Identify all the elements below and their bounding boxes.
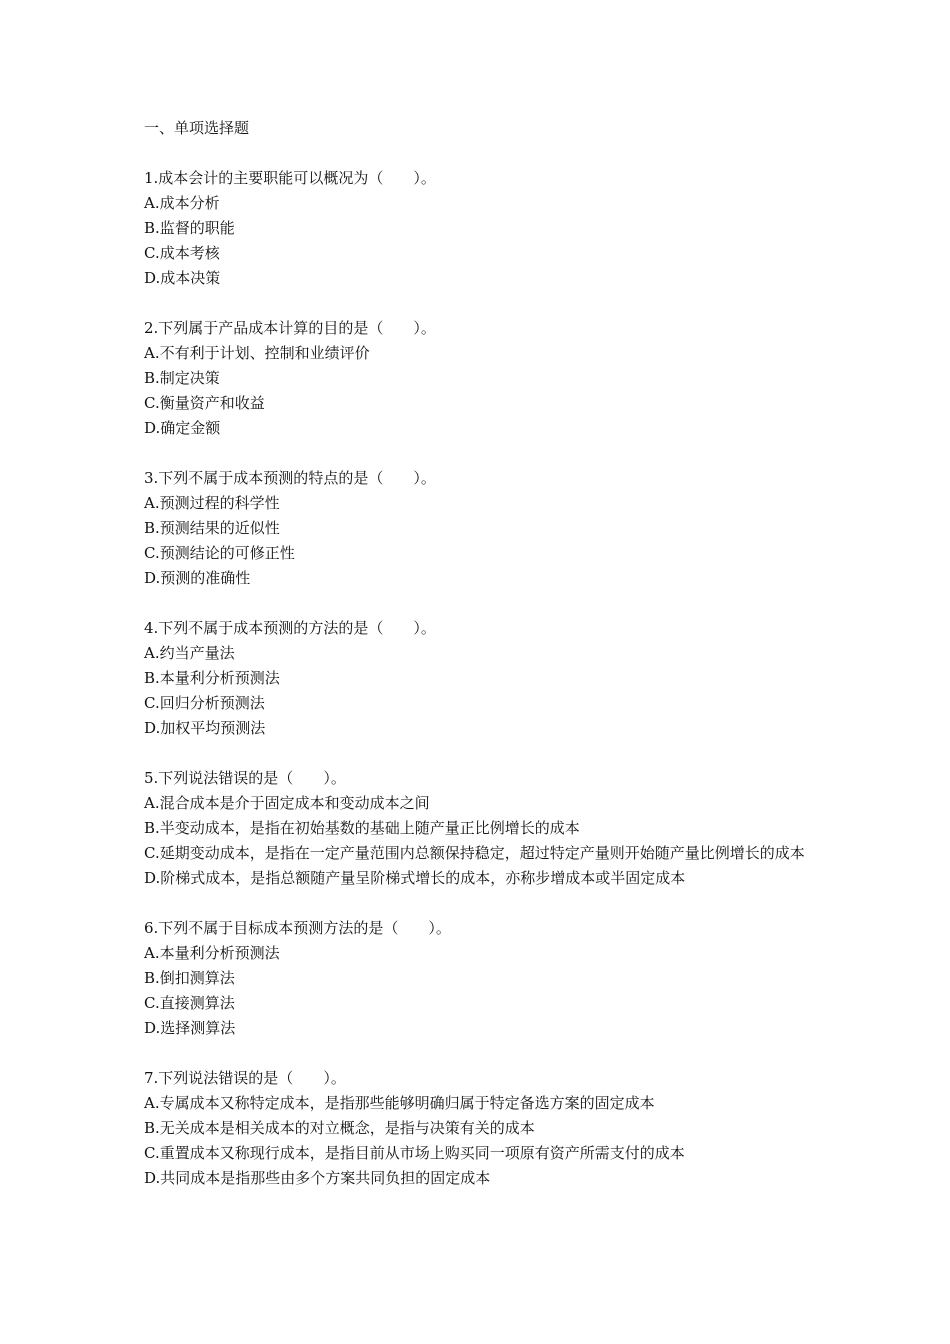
option-b: B.倒扣测算法 (144, 969, 235, 987)
option-a: A.混合成本是介于固定成本和变动成本之间 (144, 794, 430, 812)
document-page (144, 116, 816, 1216)
option-a: A.专属成本又称特定成本，是指那些能够明确归属于特定备选方案的固定成本 (144, 1094, 655, 1112)
option-a: A.成本分析 (144, 194, 220, 212)
question-stem: 1.成本会计的主要职能可以概况为（ ）。 (144, 169, 436, 187)
section-title: 一、单项选择题 (144, 119, 250, 137)
option-b: B.本量利分析预测法 (144, 669, 280, 687)
question-stem: 3.下列不属于成本预测的特点的是（ ）。 (144, 469, 436, 487)
option-c: C.延期变动成本，是指在一定产量范围内总额保持稳定，超过特定产量则开始随产量比例增长的成本 (144, 844, 805, 862)
option-a: A.不有利于计划、控制和业绩评价 (144, 344, 370, 362)
question-2 (144, 316, 816, 441)
question-stem: 4.下列不属于成本预测的方法的是（ ）。 (144, 619, 436, 637)
option-a: A.预测过程的科学性 (144, 494, 280, 512)
option-d: D.预测的准确性 (144, 569, 251, 587)
option-c: C.重置成本又称现行成本，是指目前从市场上购买同一项原有资产所需支付的成本 (144, 1144, 685, 1162)
option-a: A.本量利分析预测法 (144, 944, 280, 962)
option-d: D.选择测算法 (144, 1019, 236, 1037)
option-a: A.约当产量法 (144, 644, 235, 662)
question-5 (144, 766, 816, 891)
question-stem: 6.下列不属于目标成本预测方法的是（ ）。 (144, 919, 451, 937)
option-d: D.共同成本是指那些由多个方案共同负担的固定成本 (144, 1169, 491, 1187)
option-b: B.制定决策 (144, 369, 220, 387)
question-3 (144, 466, 816, 591)
option-b: B.半变动成本，是指在初始基数的基础上随产量正比例增长的成本 (144, 819, 580, 837)
question-7 (144, 1066, 816, 1191)
question-stem: 5.下列说法错误的是（ ）。 (144, 769, 346, 787)
option-b: B.监督的职能 (144, 219, 235, 237)
option-b: B.预测结果的近似性 (144, 519, 280, 537)
option-d: D.确定金额 (144, 419, 221, 437)
question-4 (144, 616, 816, 741)
option-d: D.成本决策 (144, 269, 221, 287)
question-1 (144, 166, 816, 291)
question-stem: 7.下列说法错误的是（ ）。 (144, 1069, 346, 1087)
option-d: D.加权平均预测法 (144, 719, 266, 737)
question-stem: 2.下列属于产品成本计算的目的是（ ）。 (144, 319, 436, 337)
option-c: C.直接测算法 (144, 994, 235, 1012)
question-6 (144, 916, 816, 1041)
option-c: C.预测结论的可修正性 (144, 544, 295, 562)
option-c: C.成本考核 (144, 244, 220, 262)
option-c: C.衡量资产和收益 (144, 394, 265, 412)
option-d: D.阶梯式成本，是指总额随产量呈阶梯式增长的成本，亦称步增成本或半固定成本 (144, 869, 686, 887)
option-c: C.回归分析预测法 (144, 694, 265, 712)
option-b: B.无关成本是相关成本的对立概念，是指与决策有关的成本 (144, 1119, 535, 1137)
